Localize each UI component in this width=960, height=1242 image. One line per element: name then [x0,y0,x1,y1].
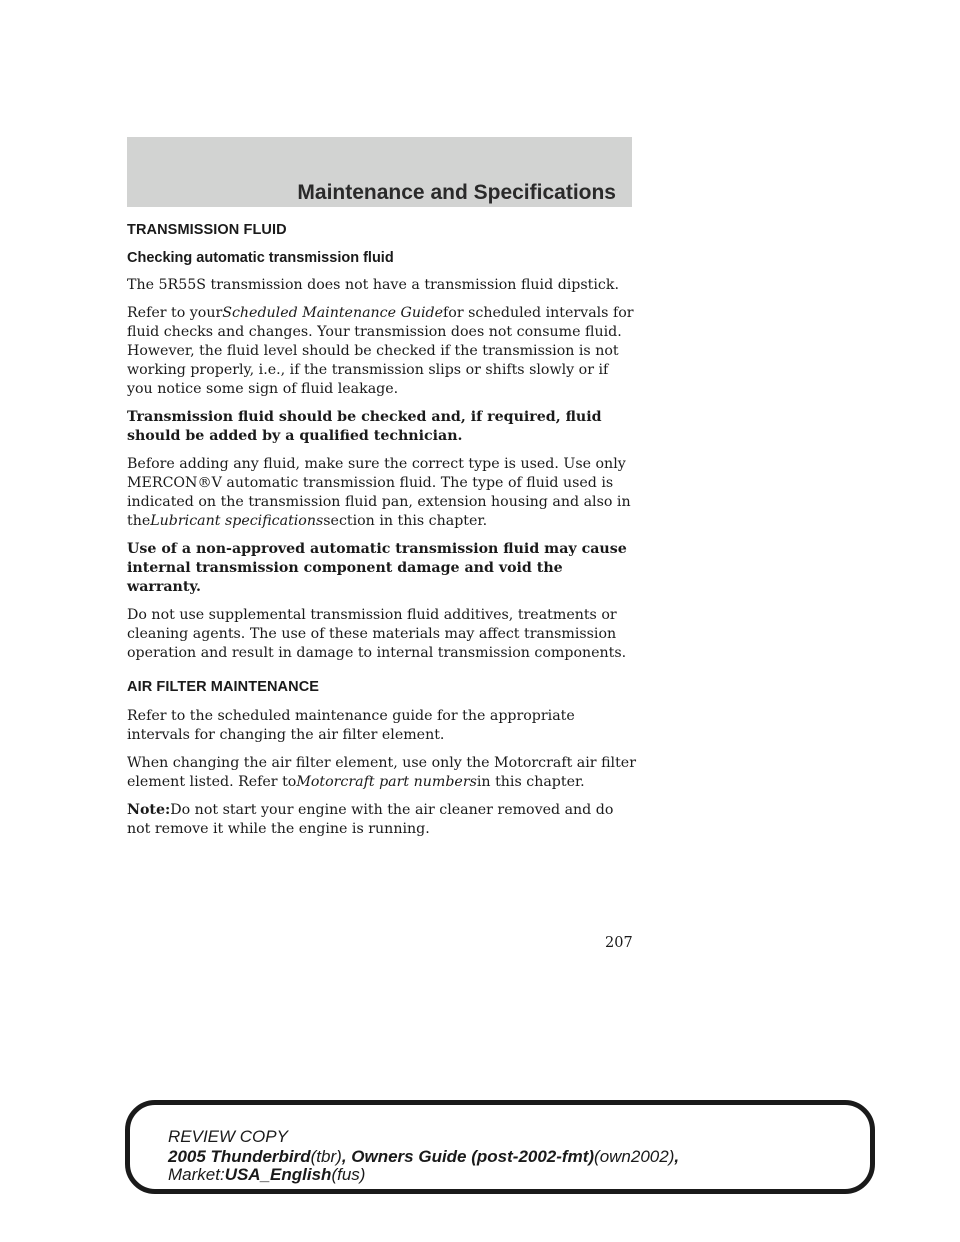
text-run: Refer to your [127,305,223,321]
section-title: Maintenance and Specifications [297,181,616,204]
model-code: (tbr) [310,1147,342,1166]
transmission-heading: TRANSMISSION FLUID [127,222,287,238]
text-run: in this chapter. [476,774,585,790]
motorcraft-parts-reference: Motorcraft part numbers [296,774,477,790]
fluid-type-paragraph [127,455,637,531]
page-number: 207 [605,935,633,951]
section-header-band [127,137,632,207]
market-line [168,1165,365,1185]
scheduled-guide-paragraph [127,304,637,399]
additives-paragraph: Do not use supplemental transmission fluid additives, treatments or cleaning agents. The use of these materials may affect transmission operation and result in damage to internal transmission components. [127,607,627,661]
document-id-line [168,1147,679,1167]
review-copy-label: REVIEW COPY [168,1127,288,1146]
page-content [127,222,637,848]
note-label: Note: [127,802,171,818]
technician-warning: Transmission fluid should be checked and, if required, fluid should be added by a qualified technician. [127,409,602,444]
scheduled-guide-reference: Scheduled Maintenance Guide [222,305,444,321]
text-run: Before adding any fluid, make sure the correct type is used. Use only MERCON®V automatic transmission fluid. The type of fluid used is indicated on the transmission fluid pan, extension housing and also in the [127,456,631,529]
text-run: for scheduled intervals for fluid checks and changes. Your transmission does not consume fluid. However, the fluid level should be checked if the transmission is not working properly, i.e., if the transmission slips or shifts slowly or if you notice some sign of fluid leakage. [127,305,634,397]
air-filter-intervals-paragraph: Refer to the scheduled maintenance guide for the appropriate intervals for changing the air filter element. [127,708,575,743]
engine-note-paragraph [127,801,637,839]
lubricant-specs-reference: Lubricant specifications [150,513,324,529]
checking-fluid-subheading: Checking automatic transmission fluid [127,250,394,266]
model-name: 2005 Thunderbird [168,1147,311,1166]
warranty-warning: Use of a non-approved automatic transmission fluid may cause internal transmission component damage and void the warranty. [127,541,627,595]
separator: , [341,1147,352,1166]
dipstick-paragraph: The 5R55S transmission does not have a transmission fluid dipstick. [127,277,619,293]
guide-code: (own2002) [594,1147,675,1166]
guide-name: Owners Guide (post-2002-fmt) [351,1147,595,1166]
air-filter-parts-paragraph [127,754,637,792]
note-text: Do not start your engine with the air cleaner removed and do not remove it while the engine is running. [127,802,614,837]
market-label: Market: [168,1165,225,1184]
review-copy-box [125,1100,875,1194]
market-code: (fus) [331,1165,366,1184]
text-run: When changing the air filter element, use only the Motorcraft air filter element listed. Refer to [127,755,636,790]
air-filter-heading: AIR FILTER MAINTENANCE [127,679,320,695]
market-name: USA_English [224,1165,332,1184]
separator: , [674,1147,680,1166]
text-run: section in this chapter. [323,513,488,529]
